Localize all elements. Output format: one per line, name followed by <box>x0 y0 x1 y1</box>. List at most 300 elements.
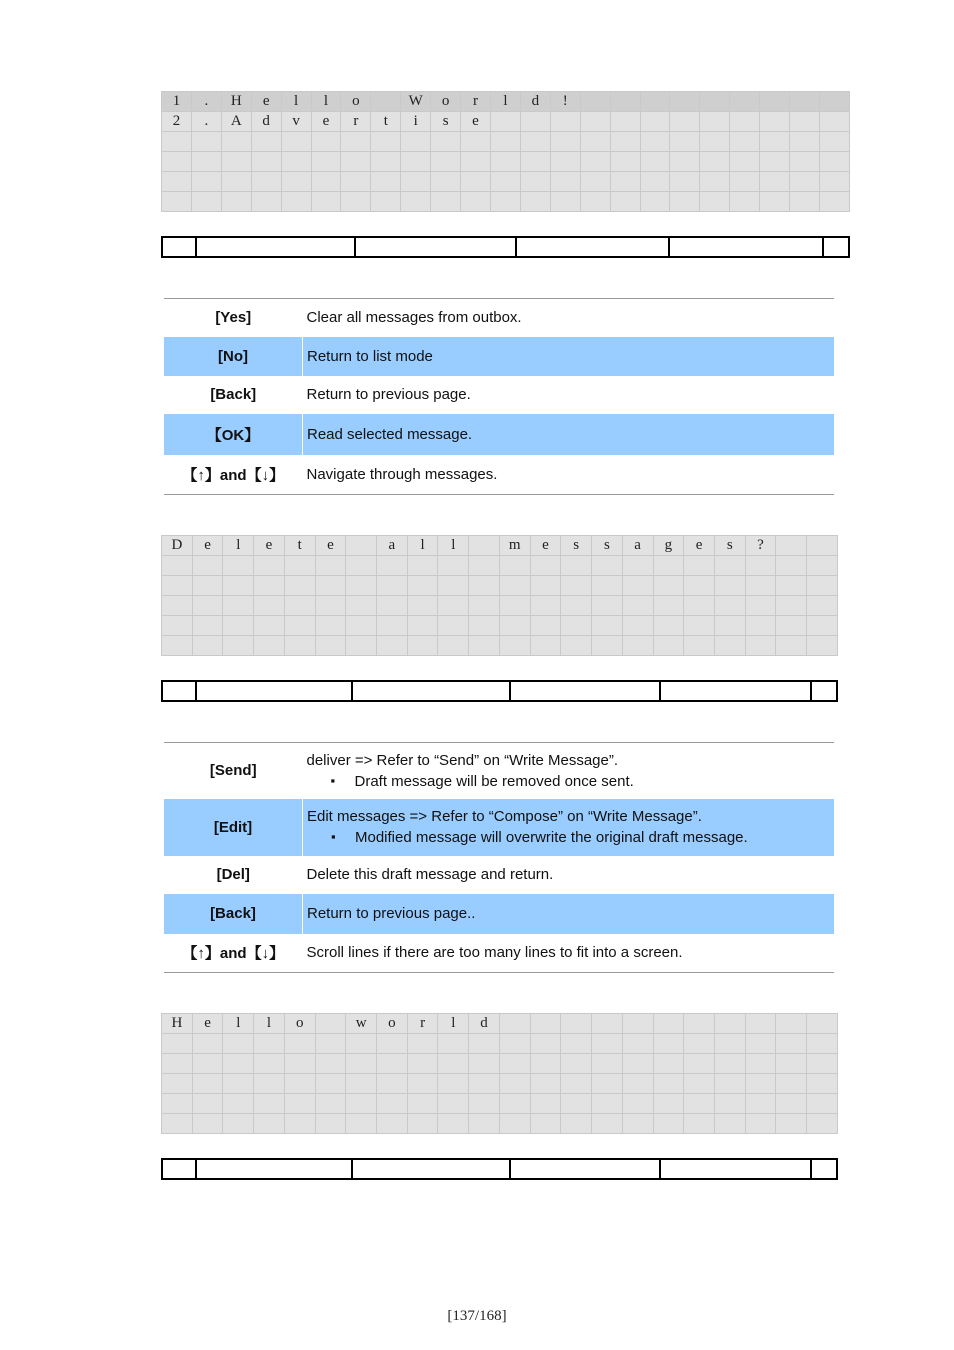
lcd-char-cell <box>311 192 341 212</box>
table-row <box>164 414 834 455</box>
lcd-char-cell <box>377 1094 408 1114</box>
lcd-char-cell: l <box>281 92 311 112</box>
lcd-char-cell <box>530 1034 561 1054</box>
lcd-char-cell <box>776 1114 807 1134</box>
softkey-slot[interactable] <box>660 1159 811 1179</box>
softkey-slot[interactable] <box>162 237 196 257</box>
lcd-char-cell <box>346 1034 377 1054</box>
softkey-bar <box>161 680 838 702</box>
lcd-char-cell <box>640 92 670 112</box>
lcd-char-cell <box>653 1034 684 1054</box>
lcd-char-cell <box>223 596 254 616</box>
key-description: Return to list mode <box>303 337 835 376</box>
lcd-char-cell <box>592 616 623 636</box>
lcd-char-cell <box>346 1114 377 1134</box>
lcd-char-cell <box>530 556 561 576</box>
lcd-char-cell: e <box>251 92 281 112</box>
lcd-char-cell <box>499 616 530 636</box>
lcd-char-cell <box>670 132 700 152</box>
lcd-char-cell <box>254 1074 285 1094</box>
lcd-char-cell <box>745 576 776 596</box>
key-label: [Back] <box>164 894 303 934</box>
lcd-char-cell: l <box>223 1014 254 1034</box>
lcd-char-cell <box>684 596 715 616</box>
lcd-char-cell <box>407 1114 438 1134</box>
lcd-char-cell: l <box>254 1014 285 1034</box>
lcd-char-cell <box>776 576 807 596</box>
lcd-char-cell <box>819 192 849 212</box>
softkey-slot[interactable] <box>510 1159 661 1179</box>
lcd-char-cell <box>377 1054 408 1074</box>
lcd-char-cell <box>162 192 192 212</box>
lcd-char-cell <box>714 616 745 636</box>
lcd-char-cell <box>469 616 500 636</box>
lcd-row <box>162 132 850 152</box>
lcd-char-cell <box>760 132 790 152</box>
lcd-char-cell <box>284 1114 315 1134</box>
lcd-char-cell <box>469 576 500 596</box>
lcd-char-cell <box>561 1014 592 1034</box>
lcd-char-cell <box>254 556 285 576</box>
lcd-char-cell <box>371 92 401 112</box>
lcd-char-cell <box>730 132 760 152</box>
lcd-char-cell <box>684 556 715 576</box>
lcd-char-cell <box>580 172 610 192</box>
lcd-char-cell: d <box>469 1014 500 1034</box>
lcd-char-cell: ? <box>745 536 776 556</box>
lcd-char-cell <box>311 132 341 152</box>
lcd-char-cell <box>745 1114 776 1134</box>
lcd-char-cell <box>284 636 315 656</box>
lcd-char-cell: a <box>622 536 653 556</box>
lcd-char-cell: r <box>407 1014 438 1034</box>
lcd-char-cell <box>714 1034 745 1054</box>
lcd-char-cell <box>530 616 561 636</box>
lcd-char-cell <box>377 596 408 616</box>
lcd-char-cell <box>730 192 760 212</box>
lcd-char-cell <box>790 132 820 152</box>
lcd-char-cell <box>438 1094 469 1114</box>
lcd-char-cell <box>714 1014 745 1034</box>
lcd-char-cell <box>162 556 193 576</box>
lcd-char-cell <box>284 1034 315 1054</box>
key-description <box>303 743 835 799</box>
lcd-char-cell <box>469 1054 500 1074</box>
lcd-char-cell <box>561 596 592 616</box>
lcd-char-cell <box>622 556 653 576</box>
lcd-char-cell <box>684 636 715 656</box>
lcd-char-cell <box>684 1074 715 1094</box>
lcd-char-cell <box>490 172 520 192</box>
lcd-char-cell <box>745 1054 776 1074</box>
lcd-char-cell <box>469 636 500 656</box>
lcd-char-cell <box>561 1114 592 1134</box>
lcd-char-cell <box>490 152 520 172</box>
lcd-char-cell <box>371 172 401 192</box>
lcd-char-cell <box>315 576 346 596</box>
lcd-char-cell <box>807 1014 838 1034</box>
lcd-char-cell <box>700 112 730 132</box>
lcd-char-cell <box>346 1054 377 1074</box>
softkey-slot[interactable] <box>811 1159 837 1179</box>
lcd-char-cell <box>580 192 610 212</box>
lcd-char-cell <box>192 1114 223 1134</box>
lcd-char-cell <box>790 112 820 132</box>
lcd-char-cell <box>223 1034 254 1054</box>
softkey-bar <box>161 236 850 258</box>
lcd-char-cell <box>346 1074 377 1094</box>
lcd-char-cell <box>315 556 346 576</box>
lcd-char-cell <box>530 1014 561 1034</box>
lcd-char-cell <box>284 1074 315 1094</box>
lcd-char-cell <box>254 636 285 656</box>
lcd-row <box>162 1094 838 1114</box>
lcd-char-cell <box>192 1074 223 1094</box>
lcd-char-cell <box>490 192 520 212</box>
lcd-char-cell <box>530 636 561 656</box>
softkey-slot[interactable] <box>162 681 196 701</box>
lcd-char-cell <box>530 1114 561 1134</box>
lcd-char-cell: H <box>162 1014 193 1034</box>
lcd-char-cell <box>438 1114 469 1134</box>
lcd-char-cell: i <box>401 112 431 132</box>
softkey-slot[interactable] <box>196 681 352 701</box>
lcd-char-cell <box>431 152 461 172</box>
lcd-char-cell <box>438 1054 469 1074</box>
lcd-char-cell <box>254 1114 285 1134</box>
lcd-char-cell <box>315 1034 346 1054</box>
bullet-item: ▪ Draft message will be removed once sent. <box>331 773 831 790</box>
lcd-char-cell <box>640 112 670 132</box>
key-label: [Back] <box>210 386 257 403</box>
lcd-char-cell <box>431 172 461 192</box>
description-bullets <box>307 829 830 846</box>
lcd-char-cell <box>776 1054 807 1074</box>
lcd-char-cell <box>401 132 431 152</box>
key-label: [Yes] <box>215 309 252 327</box>
lcd-char-cell <box>499 1034 530 1054</box>
lcd-char-cell <box>371 152 401 172</box>
lcd-char-cell <box>622 576 653 596</box>
key-label: [Send] <box>209 762 257 780</box>
key-label: 【OK】 <box>164 414 303 455</box>
lcd-char-cell <box>469 1074 500 1094</box>
lcd-char-cell <box>192 636 223 656</box>
lcd-char-cell <box>223 1094 254 1114</box>
lcd-char-cell <box>162 1094 193 1114</box>
lcd-char-cell <box>592 1034 623 1054</box>
lcd-char-cell <box>223 576 254 596</box>
lcd-char-cell <box>745 556 776 576</box>
table-row <box>164 799 834 856</box>
lcd-char-cell <box>684 616 715 636</box>
lcd-char-cell <box>670 172 700 192</box>
softkey-slot[interactable] <box>516 237 669 257</box>
lcd-char-cell <box>745 1014 776 1034</box>
lcd-char-cell <box>653 1054 684 1074</box>
lcd-char-cell <box>438 636 469 656</box>
lcd-char-cell <box>530 1054 561 1074</box>
lcd-char-cell: e <box>311 112 341 132</box>
lcd-char-cell <box>700 172 730 192</box>
lcd-char-cell <box>684 1034 715 1054</box>
lcd-char-cell <box>407 1094 438 1114</box>
key-label: [No] <box>164 337 303 376</box>
lcd-char-cell <box>499 1014 530 1034</box>
lcd-char-cell <box>760 92 790 112</box>
lcd-char-cell <box>561 1054 592 1074</box>
lcd-char-cell <box>162 1034 193 1054</box>
lcd-char-cell <box>251 132 281 152</box>
key-description: Scroll lines if there are too many lines to fit into a screen. <box>306 944 683 962</box>
table-row <box>164 455 834 495</box>
lcd-char-cell <box>221 152 251 172</box>
lcd-char-cell <box>776 1094 807 1114</box>
lcd-char-cell <box>730 172 760 192</box>
lcd-char-cell <box>490 112 520 132</box>
lcd-char-cell <box>776 636 807 656</box>
lcd-char-cell <box>341 172 371 192</box>
lcd-char-cell <box>745 1034 776 1054</box>
softkey-slot[interactable] <box>162 1159 196 1179</box>
lcd-char-cell <box>730 152 760 172</box>
lcd-char-cell <box>223 616 254 636</box>
lcd-char-cell <box>254 576 285 596</box>
lcd-char-cell <box>561 556 592 576</box>
lcd-char-cell <box>807 556 838 576</box>
lcd-char-cell <box>499 1114 530 1134</box>
softkey-slot[interactable] <box>669 237 822 257</box>
lcd-char-cell: e <box>530 536 561 556</box>
lcd-char-cell <box>377 1074 408 1094</box>
lcd-char-cell <box>550 152 580 172</box>
lcd-char-cell <box>162 152 192 172</box>
lcd-char-cell <box>311 152 341 172</box>
lcd-char-cell <box>315 1114 346 1134</box>
lcd-char-cell <box>520 192 550 212</box>
lcd-char-cell <box>407 1054 438 1074</box>
lcd-char-cell <box>714 1054 745 1074</box>
lcd-char-cell: l <box>223 536 254 556</box>
key-description: Navigate through messages. <box>306 465 498 483</box>
lcd-char-cell <box>192 596 223 616</box>
lcd-char-cell <box>592 1074 623 1094</box>
key-label: [Edit] <box>164 799 303 856</box>
lcd-char-cell <box>776 1014 807 1034</box>
lcd-char-cell <box>610 172 640 192</box>
lcd-char-cell <box>592 636 623 656</box>
softkey-slot[interactable] <box>355 237 516 257</box>
table-row <box>164 376 834 414</box>
key-description: Return to previous page. <box>306 386 471 403</box>
lcd-char-cell <box>819 92 849 112</box>
lcd-char-cell <box>580 112 610 132</box>
lcd-char-cell <box>223 636 254 656</box>
lcd-char-cell <box>438 616 469 636</box>
lcd-row <box>162 576 838 596</box>
lcd-char-cell <box>700 152 730 172</box>
lcd-char-cell: H <box>221 92 251 112</box>
lcd-char-cell <box>714 636 745 656</box>
softkey-slot[interactable] <box>811 681 837 701</box>
lcd-char-cell <box>760 192 790 212</box>
softkey-slot[interactable] <box>510 681 661 701</box>
lcd-char-cell: s <box>714 536 745 556</box>
lcd-char-cell <box>640 172 670 192</box>
lcd-char-cell <box>530 1094 561 1114</box>
lcd-char-cell <box>684 1014 715 1034</box>
lcd-char-cell <box>162 172 192 192</box>
lcd-char-cell <box>221 132 251 152</box>
table-row <box>164 299 834 337</box>
lcd-char-cell <box>341 192 371 212</box>
lcd-char-cell: g <box>653 536 684 556</box>
lcd-row <box>162 1114 838 1134</box>
lcd-char-cell <box>776 1034 807 1054</box>
lcd-char-cell <box>377 636 408 656</box>
lcd-char-cell <box>407 1034 438 1054</box>
lcd-char-cell <box>807 576 838 596</box>
lcd-char-cell <box>401 152 431 172</box>
softkey-slot[interactable] <box>352 1159 510 1179</box>
lcd-char-cell: o <box>377 1014 408 1034</box>
lcd-screen-delete-confirm <box>161 535 838 703</box>
lcd-char-cell <box>610 112 640 132</box>
lcd-char-cell <box>561 576 592 596</box>
softkey-slot[interactable] <box>196 237 354 257</box>
lcd-char-cell <box>807 1054 838 1074</box>
lcd-row <box>162 112 850 132</box>
lcd-char-cell: e <box>461 112 491 132</box>
lcd-char-cell <box>622 636 653 656</box>
lcd-char-cell <box>401 192 431 212</box>
softkey-slot[interactable] <box>196 1159 352 1179</box>
lcd-char-cell <box>346 636 377 656</box>
lcd-char-cell <box>191 192 221 212</box>
lcd-char-cell <box>499 636 530 656</box>
lcd-char-cell <box>162 596 193 616</box>
lcd-char-cell: . <box>191 92 221 112</box>
lcd-char-cell <box>162 1114 193 1134</box>
lcd-char-cell <box>819 152 849 172</box>
lcd-char-cell <box>807 1114 838 1134</box>
softkey-slot[interactable] <box>823 237 849 257</box>
lcd-char-cell <box>192 1094 223 1114</box>
lcd-char-cell <box>341 152 371 172</box>
lcd-char-cell <box>499 1094 530 1114</box>
lcd-char-cell <box>610 132 640 152</box>
lcd-char-cell <box>520 172 550 192</box>
lcd-char-cell <box>550 192 580 212</box>
lcd-char-cell <box>461 132 491 152</box>
lcd-char-cell <box>469 1094 500 1114</box>
lcd-char-cell <box>461 192 491 212</box>
lcd-char-cell: w <box>346 1014 377 1034</box>
lcd-char-cell <box>407 556 438 576</box>
lcd-char-cell <box>745 636 776 656</box>
lcd-char-cell <box>281 172 311 192</box>
lcd-char-cell <box>819 132 849 152</box>
lcd-char-cell: W <box>401 92 431 112</box>
lcd-char-cell <box>192 576 223 596</box>
lcd-char-cell <box>377 1034 408 1054</box>
lcd-char-cell <box>580 92 610 112</box>
lcd-char-cell <box>315 596 346 616</box>
lcd-row <box>162 152 850 172</box>
lcd-char-cell <box>315 1054 346 1074</box>
table-row <box>164 856 834 894</box>
lcd-char-cell <box>714 1114 745 1134</box>
lcd-char-cell <box>745 596 776 616</box>
lcd-char-cell <box>807 536 838 556</box>
lcd-row <box>162 556 838 576</box>
lcd-char-cell <box>346 536 377 556</box>
lcd-char-cell <box>162 132 192 152</box>
lcd-char-cell <box>592 556 623 576</box>
lcd-char-cell <box>371 132 401 152</box>
lcd-char-cell: a <box>377 536 408 556</box>
lcd-char-cell <box>561 1034 592 1054</box>
lcd-char-cell: s <box>592 536 623 556</box>
lcd-char-cell: s <box>561 536 592 556</box>
lcd-char-cell <box>776 616 807 636</box>
lcd-char-cell: d <box>520 92 550 112</box>
lcd-char-cell <box>807 636 838 656</box>
lcd-char-cell <box>192 556 223 576</box>
lcd-char-cell <box>284 556 315 576</box>
lcd-char-cell <box>790 192 820 212</box>
lcd-char-cell <box>346 1094 377 1114</box>
lcd-char-cell <box>162 576 193 596</box>
lcd-char-cell: l <box>438 536 469 556</box>
lcd-char-cell <box>520 132 550 152</box>
lcd-char-cell <box>653 1114 684 1134</box>
lcd-char-cell <box>490 132 520 152</box>
lcd-char-grid <box>161 1013 838 1134</box>
lcd-char-cell: l <box>407 536 438 556</box>
lcd-char-cell <box>561 1094 592 1114</box>
lcd-char-cell <box>807 616 838 636</box>
description-bullets <box>307 773 831 790</box>
lcd-char-cell <box>520 152 550 172</box>
lcd-char-cell <box>807 1094 838 1114</box>
softkey-slot[interactable] <box>352 681 510 701</box>
lcd-row <box>162 596 838 616</box>
lcd-char-cell <box>776 556 807 576</box>
lcd-char-cell <box>469 1034 500 1054</box>
lcd-char-cell <box>223 1074 254 1094</box>
softkey-slot[interactable] <box>660 681 811 701</box>
lcd-char-cell <box>254 1034 285 1054</box>
lcd-char-cell <box>407 636 438 656</box>
lcd-char-cell <box>790 152 820 172</box>
lcd-char-cell <box>730 92 760 112</box>
lcd-char-cell <box>407 576 438 596</box>
lcd-char-cell <box>776 536 807 556</box>
lcd-char-cell: t <box>284 536 315 556</box>
lcd-char-cell <box>776 596 807 616</box>
lcd-char-cell <box>714 1074 745 1094</box>
lcd-char-cell <box>760 152 790 172</box>
lcd-char-cell <box>499 596 530 616</box>
lcd-char-cell <box>162 636 193 656</box>
lcd-char-cell <box>499 556 530 576</box>
lcd-char-cell <box>745 1074 776 1094</box>
lcd-char-cell <box>580 132 610 152</box>
lcd-char-cell <box>790 172 820 192</box>
lcd-char-cell <box>499 1074 530 1094</box>
lcd-char-cell <box>776 1074 807 1094</box>
